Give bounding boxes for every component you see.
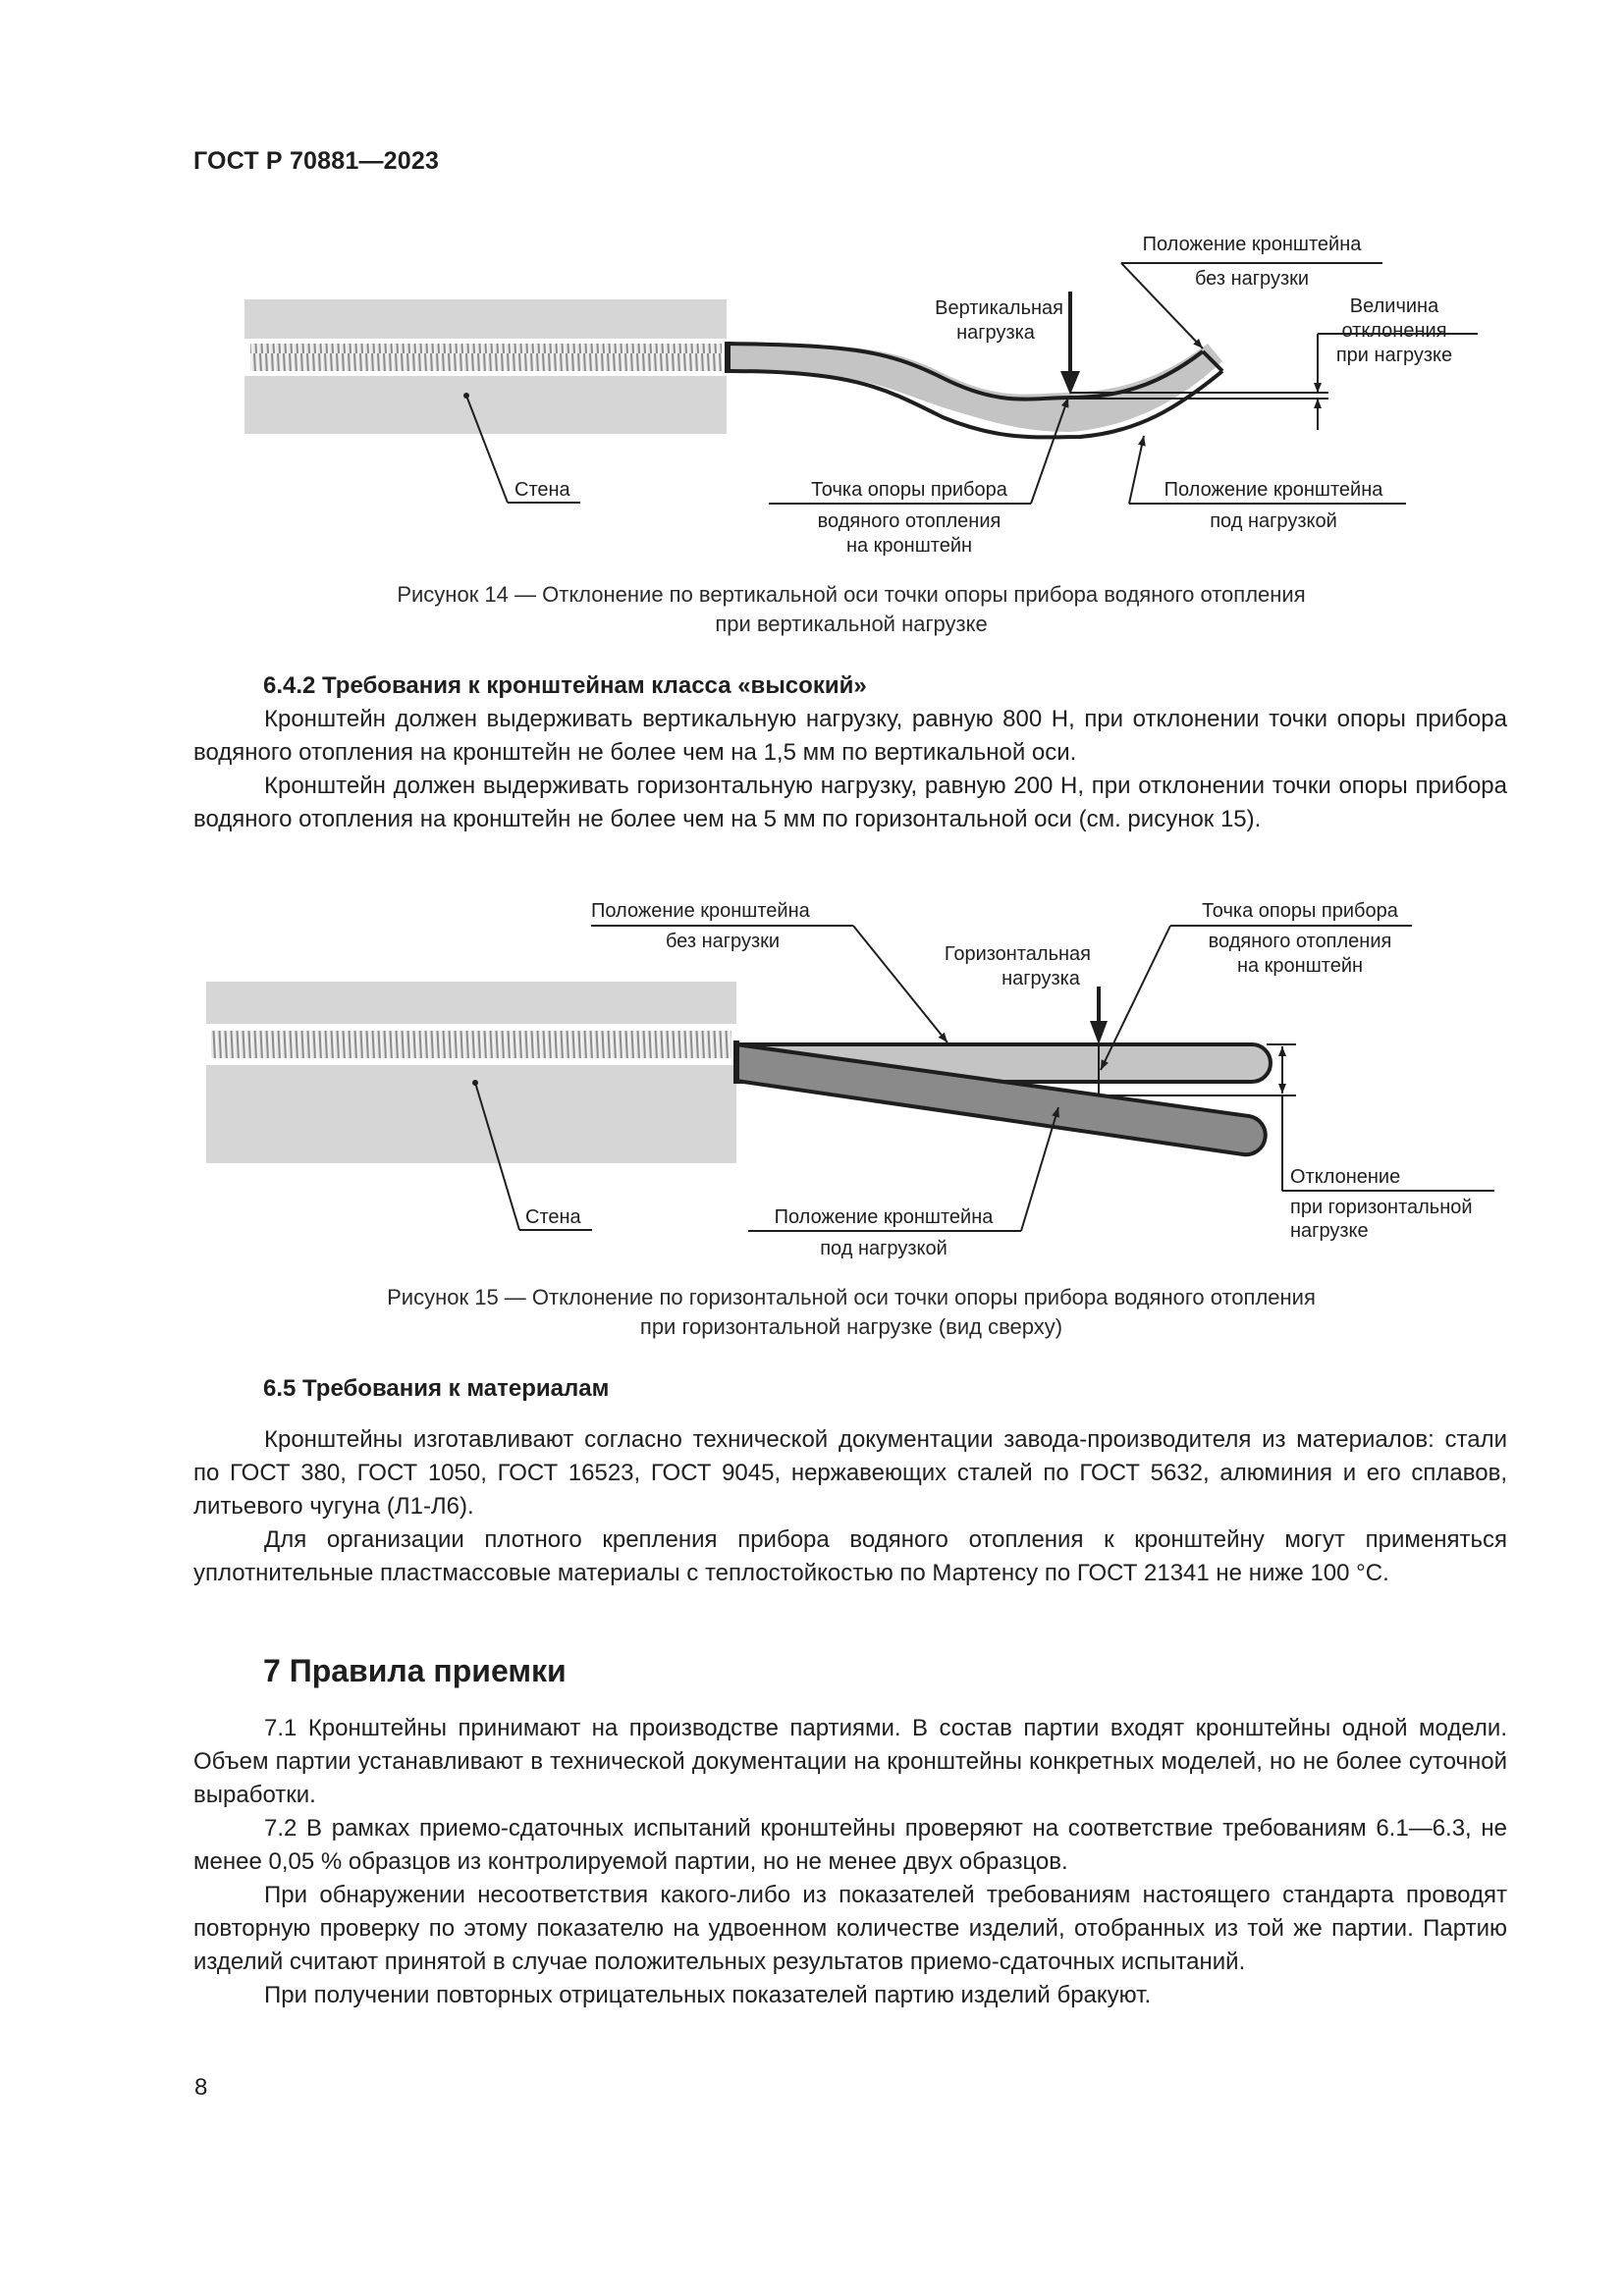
paragraph: Кронштейн должен выдерживать горизонтальную нагрузку, равную 200 Н, при отклонении точки опоры прибора водяного отопления на кронштейн не более чем на 5 мм по горизонтальной оси (см. рисунок 15). (193, 773, 1507, 832)
section-6-5-heading: 6.5 Требования к материалам (263, 1375, 610, 1402)
fig14-label-deflection-2: отклонения (1341, 320, 1447, 342)
threaded-rod (250, 344, 722, 371)
fig15-label-support-point: Точка опоры прибора (1202, 900, 1398, 922)
fig15-label-position-loaded: Положение кронштейна (774, 1206, 994, 1228)
threaded-rod (211, 1031, 731, 1058)
figure-15-caption (193, 1283, 1509, 1342)
horizontal-load-arrow-icon (1090, 1021, 1108, 1044)
figure-15-caption-line1: Рисунок 15 — Отклонение по горизонтальной оси точки опоры прибора водяного отопления (387, 1285, 1316, 1309)
paragraph: При получении повторных отрицательных показателей партию изделий бракуют. (264, 1982, 1152, 2008)
fig14-label-position-no-load-2: без нагрузки (1194, 268, 1310, 290)
fig15-label-position-no-load: Положение кронштейна (591, 900, 810, 922)
figure-14-caption (193, 580, 1509, 639)
fig15-label-horizontal-load: Горизонтальная (944, 943, 1091, 965)
section-6-4-2-heading: 6.4.2 Требования к кронштейнам класса «высокий» (263, 672, 867, 699)
fig14-label-vertical-load-2: нагрузка (956, 322, 1035, 344)
figure-14-caption-line1: Рисунок 14 — Отклонение по вертикальной оси точки опоры прибора водяного отопления (397, 582, 1306, 607)
section-6-4-2 (193, 669, 1507, 836)
figure-14-caption-line2: при вертикальной нагрузке (715, 612, 988, 636)
vertical-load-arrow-icon (1060, 371, 1080, 395)
wall-block (206, 982, 736, 1163)
fig14-label-position-loaded-2: под нагрузкой (1210, 510, 1337, 532)
fig15-label-deflection: Отклонение (1290, 1166, 1401, 1188)
paragraph: Кронштейны изготавливают согласно технической документации завода-производителя из материалов: стали по ГОСТ 380, ГОСТ 1050, ГОСТ 16523, ГОСТ 9045, нержавеющих сталей по ГОСТ 5632, алюминия и его сплавов, литьевого чугуна (Л1-Л6). (193, 1426, 1507, 1520)
figure-15-caption-line2: при горизонтальной нагрузке (вид сверху) (639, 1314, 1063, 1339)
page-number: 8 (194, 2074, 208, 2101)
figure-15-diagram (0, 883, 1624, 1266)
section-6-5 (193, 1372, 1507, 1590)
section-7-heading: 7 Правила приемки (263, 1653, 567, 1688)
section-7 (193, 1712, 1507, 2012)
fig15-label-position-loaded-2: под нагрузкой (820, 1238, 947, 1259)
fig14-label-support-point-3: на кронштейн (845, 535, 973, 557)
fig14-label-position-loaded: Положение кронштейна (1164, 479, 1383, 501)
fig14-label-vertical-load: Вертикальная (935, 297, 1063, 319)
fig15-label-deflection-2: при горизонтальной (1290, 1197, 1473, 1218)
fig14-label-deflection-3: при нагрузке (1335, 345, 1453, 366)
fig15-label-support-point-2: водяного отопления (1208, 931, 1392, 952)
fig14-label-wall: Стена (514, 479, 570, 501)
fig15-label-support-point-3: на кронштейн (1236, 955, 1364, 977)
paragraph: 7.1 Кронштейны принимают на производстве партиями. В состав партии входят кронштейны одной модели. Объем партии устанавливают в технической документации на кронштейны конкретных моделей, но не более суточной выработки. (193, 1715, 1507, 1808)
fig15-label-wall: Стена (525, 1206, 581, 1228)
fig15-label-position-no-load-2: без нагрузки (665, 931, 781, 952)
figure-14-diagram (0, 0, 1624, 569)
paragraph: При обнаружении несоответствия какого-либо из показателей требованиям настоящего стандарта проводят повторную проверку по этому показателю на удвоенном количестве изделий, отобранных из той же партии. Партию изделий считают принятой в случае положительных результатов приемо-сдаточных испытаний. (193, 1882, 1507, 1975)
document-header: ГОСТ Р 70881—2023 (193, 147, 440, 175)
fig15-label-deflection-3: нагрузке (1290, 1220, 1369, 1242)
paragraph: 7.2 В рамках приемо-сдаточных испытаний кронштейны проверяют на соответствие требованиям 6.1—6.3, не менее 0,05 % образцов из контролируемой партии, но не менее двух образцов. (193, 1815, 1507, 1875)
paragraph: Кронштейн должен выдерживать вертикальную нагрузку, равную 800 Н, при отклонении точки опоры прибора водяного отопления на кронштейн не более чем на 1,5 мм по вертикальной оси. (193, 706, 1507, 766)
fig14-label-deflection: Величина (1349, 295, 1439, 317)
fig14-label-support-point-2: водяного отопления (817, 510, 1001, 532)
fig15-label-horizontal-load-2: нагрузка (1001, 968, 1080, 989)
fig14-label-support-point: Точка опоры прибора (811, 479, 1007, 501)
fig14-label-position-no-load: Положение кронштейна (1142, 234, 1362, 255)
paragraph: Для организации плотного крепления прибора водяного отопления к кронштейну могут применяться уплотнительные пластмассовые материалы с теплостойкостью по Мартенсу по ГОСТ 21341 не ниже 100 °С. (193, 1526, 1507, 1586)
